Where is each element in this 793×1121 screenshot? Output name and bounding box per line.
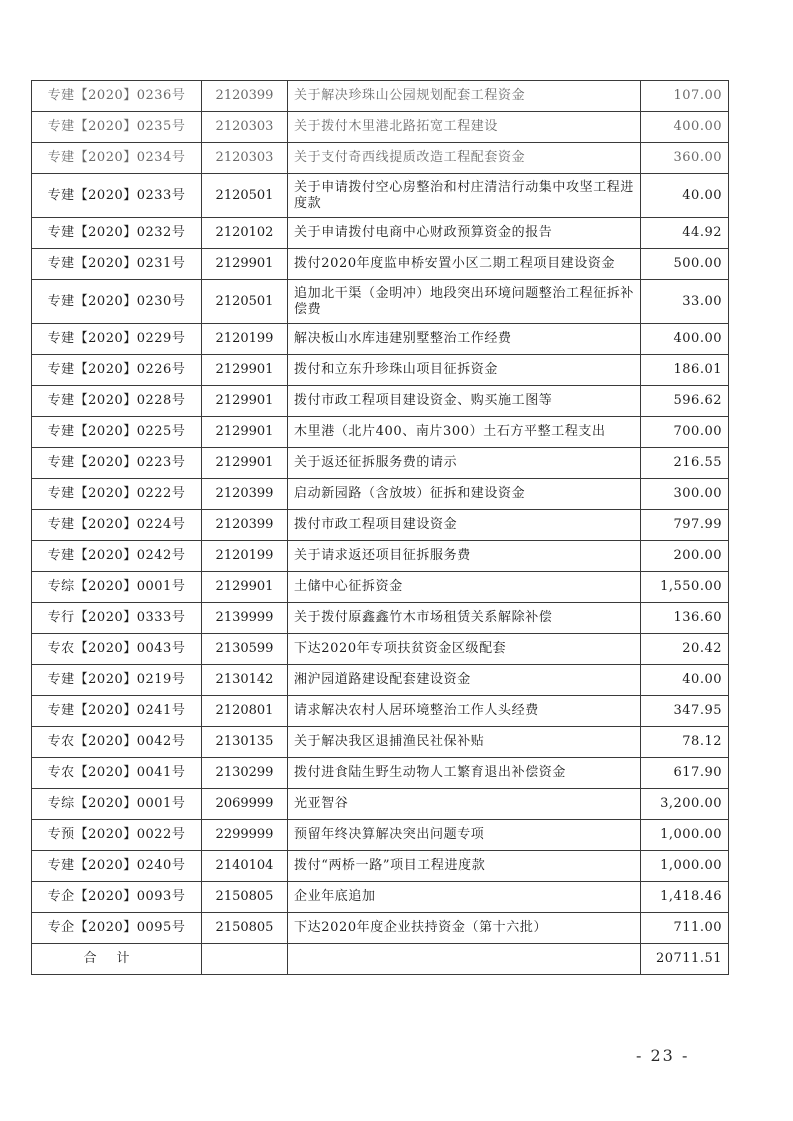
amount-cell: 500.00 bbox=[641, 249, 729, 280]
description-cell: 下达2020年专项扶贫资金区级配套 bbox=[288, 634, 641, 665]
subject-code-cell: 2130599 bbox=[202, 634, 288, 665]
subject-code-cell: 2299999 bbox=[202, 820, 288, 851]
total-desc-cell bbox=[288, 944, 641, 975]
description-cell: 湘沪园道路建设配套建设资金 bbox=[288, 665, 641, 696]
amount-cell: 700.00 bbox=[641, 417, 729, 448]
table-row bbox=[32, 665, 729, 696]
subject-code-cell: 2129901 bbox=[202, 448, 288, 479]
doc-number-cell: 专建【2020】0233号 bbox=[32, 174, 202, 218]
amount-cell: 1,000.00 bbox=[641, 820, 729, 851]
description-cell: 预留年终决算解决突出问题专项 bbox=[288, 820, 641, 851]
subject-code-cell: 2120303 bbox=[202, 112, 288, 143]
description-cell: 土储中心征拆资金 bbox=[288, 572, 641, 603]
amount-cell: 33.00 bbox=[641, 280, 729, 324]
doc-number-cell: 专建【2020】0224号 bbox=[32, 510, 202, 541]
table-row bbox=[32, 758, 729, 789]
table-row bbox=[32, 324, 729, 355]
subject-code-cell: 2120501 bbox=[202, 280, 288, 324]
doc-number-cell: 专建【2020】0241号 bbox=[32, 696, 202, 727]
subject-code-cell: 2140104 bbox=[202, 851, 288, 882]
table-row bbox=[32, 386, 729, 417]
subject-code-cell: 2120102 bbox=[202, 218, 288, 249]
table-row bbox=[32, 634, 729, 665]
doc-number-cell: 专行【2020】0333号 bbox=[32, 603, 202, 634]
total-code-cell bbox=[202, 944, 288, 975]
doc-number-cell: 专企【2020】0093号 bbox=[32, 882, 202, 913]
table-row bbox=[32, 417, 729, 448]
amount-cell: 400.00 bbox=[641, 112, 729, 143]
amount-cell: 400.00 bbox=[641, 324, 729, 355]
description-cell: 关于返还征拆服务费的请示 bbox=[288, 448, 641, 479]
description-cell: 关于申请拨付电商中心财政预算资金的报告 bbox=[288, 218, 641, 249]
description-cell: 启动新园路（含放坡）征拆和建设资金 bbox=[288, 479, 641, 510]
table-row bbox=[32, 696, 729, 727]
amount-cell: 216.55 bbox=[641, 448, 729, 479]
table-row bbox=[32, 112, 729, 143]
doc-number-cell: 专企【2020】0095号 bbox=[32, 913, 202, 944]
description-cell: 关于请求返还项目征拆服务费 bbox=[288, 541, 641, 572]
document-sheet bbox=[31, 80, 729, 975]
table-row bbox=[32, 479, 729, 510]
subject-code-cell: 2120399 bbox=[202, 510, 288, 541]
doc-number-cell: 专建【2020】0230号 bbox=[32, 280, 202, 324]
description-cell: 解决板山水库违建别墅整治工作经费 bbox=[288, 324, 641, 355]
amount-cell: 300.00 bbox=[641, 479, 729, 510]
subject-code-cell: 2129901 bbox=[202, 249, 288, 280]
subject-code-cell: 2130135 bbox=[202, 727, 288, 758]
description-cell: 拨付和立东升珍珠山项目征拆资金 bbox=[288, 355, 641, 386]
doc-number-cell: 专建【2020】0232号 bbox=[32, 218, 202, 249]
subject-code-cell: 2129901 bbox=[202, 417, 288, 448]
doc-number-cell: 专预【2020】0022号 bbox=[32, 820, 202, 851]
doc-number-cell: 专建【2020】0234号 bbox=[32, 143, 202, 174]
subject-code-cell: 2129901 bbox=[202, 386, 288, 417]
amount-cell: 1,550.00 bbox=[641, 572, 729, 603]
doc-number-cell: 专农【2020】0042号 bbox=[32, 727, 202, 758]
doc-number-cell: 专建【2020】0222号 bbox=[32, 479, 202, 510]
description-cell: 木里港（北片400、南片300）土石方平整工程支出 bbox=[288, 417, 641, 448]
table-row bbox=[32, 510, 729, 541]
description-cell: 拨付市政工程项目建设资金 bbox=[288, 510, 641, 541]
amount-cell: 1,000.00 bbox=[641, 851, 729, 882]
total-label: 合计 bbox=[32, 944, 202, 975]
amount-cell: 78.12 bbox=[641, 727, 729, 758]
doc-number-cell: 专建【2020】0223号 bbox=[32, 448, 202, 479]
amount-cell: 40.00 bbox=[641, 174, 729, 218]
amount-cell: 44.92 bbox=[641, 218, 729, 249]
amount-cell: 40.00 bbox=[641, 665, 729, 696]
amount-cell: 617.90 bbox=[641, 758, 729, 789]
table-row bbox=[32, 541, 729, 572]
subject-code-cell: 2150805 bbox=[202, 882, 288, 913]
description-cell: 关于拨付木里港北路拓宽工程建设 bbox=[288, 112, 641, 143]
total-amount: 20711.51 bbox=[641, 944, 729, 975]
table-row bbox=[32, 820, 729, 851]
table-row bbox=[32, 280, 729, 324]
description-cell: 关于拨付原鑫鑫竹木市场租赁关系解除补偿 bbox=[288, 603, 641, 634]
table-row bbox=[32, 913, 729, 944]
table-row bbox=[32, 882, 729, 913]
description-cell: 追加北干渠（金明冲）地段突出环境问题整治工程征拆补偿费 bbox=[288, 280, 641, 324]
funding-table bbox=[31, 80, 729, 975]
amount-cell: 20.42 bbox=[641, 634, 729, 665]
subject-code-cell: 2150805 bbox=[202, 913, 288, 944]
description-cell: 拨付进食陆生野生动物人工繁育退出补偿资金 bbox=[288, 758, 641, 789]
subject-code-cell: 2120501 bbox=[202, 174, 288, 218]
description-cell: 关于解决我区退捕渔民社保补贴 bbox=[288, 727, 641, 758]
table-row bbox=[32, 448, 729, 479]
doc-number-cell: 专综【2020】0001号 bbox=[32, 789, 202, 820]
table-row bbox=[32, 789, 729, 820]
subject-code-cell: 2130142 bbox=[202, 665, 288, 696]
amount-cell: 1,418.46 bbox=[641, 882, 729, 913]
doc-number-cell: 专综【2020】0001号 bbox=[32, 572, 202, 603]
description-cell: 关于解决珍珠山公园规划配套工程资金 bbox=[288, 81, 641, 112]
description-cell: 拨付市政工程项目建设资金、购买施工图等 bbox=[288, 386, 641, 417]
funding-table-body bbox=[32, 81, 729, 944]
table-row bbox=[32, 851, 729, 882]
subject-code-cell: 2139999 bbox=[202, 603, 288, 634]
subject-code-cell: 2120801 bbox=[202, 696, 288, 727]
doc-number-cell: 专建【2020】0226号 bbox=[32, 355, 202, 386]
amount-cell: 347.95 bbox=[641, 696, 729, 727]
total-row bbox=[32, 944, 729, 975]
subject-code-cell: 2069999 bbox=[202, 789, 288, 820]
subject-code-cell: 2120399 bbox=[202, 81, 288, 112]
description-cell: 关于支付奇西线提质改造工程配套资金 bbox=[288, 143, 641, 174]
doc-number-cell: 专建【2020】0231号 bbox=[32, 249, 202, 280]
doc-number-cell: 专农【2020】0043号 bbox=[32, 634, 202, 665]
table-row bbox=[32, 174, 729, 218]
subject-code-cell: 2129901 bbox=[202, 572, 288, 603]
doc-number-cell: 专建【2020】0229号 bbox=[32, 324, 202, 355]
subject-code-cell: 2120199 bbox=[202, 541, 288, 572]
doc-number-cell: 专建【2020】0236号 bbox=[32, 81, 202, 112]
description-cell: 光亚智谷 bbox=[288, 789, 641, 820]
doc-number-cell: 专建【2020】0225号 bbox=[32, 417, 202, 448]
amount-cell: 107.00 bbox=[641, 81, 729, 112]
description-cell: 拨付“两桥一路”项目工程进度款 bbox=[288, 851, 641, 882]
amount-cell: 200.00 bbox=[641, 541, 729, 572]
subject-code-cell: 2120199 bbox=[202, 324, 288, 355]
table-row bbox=[32, 143, 729, 174]
amount-cell: 596.62 bbox=[641, 386, 729, 417]
subject-code-cell: 2129901 bbox=[202, 355, 288, 386]
description-cell: 请求解决农村人居环境整治工作人头经费 bbox=[288, 696, 641, 727]
description-cell: 关于申请拨付空心房整治和村庄清洁行动集中攻坚工程进度款 bbox=[288, 174, 641, 218]
amount-cell: 711.00 bbox=[641, 913, 729, 944]
doc-number-cell: 专建【2020】0235号 bbox=[32, 112, 202, 143]
doc-number-cell: 专建【2020】0228号 bbox=[32, 386, 202, 417]
amount-cell: 186.01 bbox=[641, 355, 729, 386]
doc-number-cell: 专建【2020】0240号 bbox=[32, 851, 202, 882]
description-cell: 企业年底追加 bbox=[288, 882, 641, 913]
description-cell: 下达2020年度企业扶持资金（第十六批） bbox=[288, 913, 641, 944]
description-cell: 拨付2020年度监申桥安置小区二期工程项目建设资金 bbox=[288, 249, 641, 280]
table-row bbox=[32, 603, 729, 634]
amount-cell: 360.00 bbox=[641, 143, 729, 174]
amount-cell: 3,200.00 bbox=[641, 789, 729, 820]
doc-number-cell: 专建【2020】0219号 bbox=[32, 665, 202, 696]
table-row bbox=[32, 727, 729, 758]
doc-number-cell: 专农【2020】0041号 bbox=[32, 758, 202, 789]
subject-code-cell: 2120399 bbox=[202, 479, 288, 510]
amount-cell: 136.60 bbox=[641, 603, 729, 634]
doc-number-cell: 专建【2020】0242号 bbox=[32, 541, 202, 572]
table-row bbox=[32, 218, 729, 249]
table-row bbox=[32, 355, 729, 386]
subject-code-cell: 2120303 bbox=[202, 143, 288, 174]
table-row bbox=[32, 249, 729, 280]
table-row bbox=[32, 81, 729, 112]
page-number: - 23 - bbox=[636, 1046, 690, 1065]
amount-cell: 797.99 bbox=[641, 510, 729, 541]
subject-code-cell: 2130299 bbox=[202, 758, 288, 789]
table-row bbox=[32, 572, 729, 603]
